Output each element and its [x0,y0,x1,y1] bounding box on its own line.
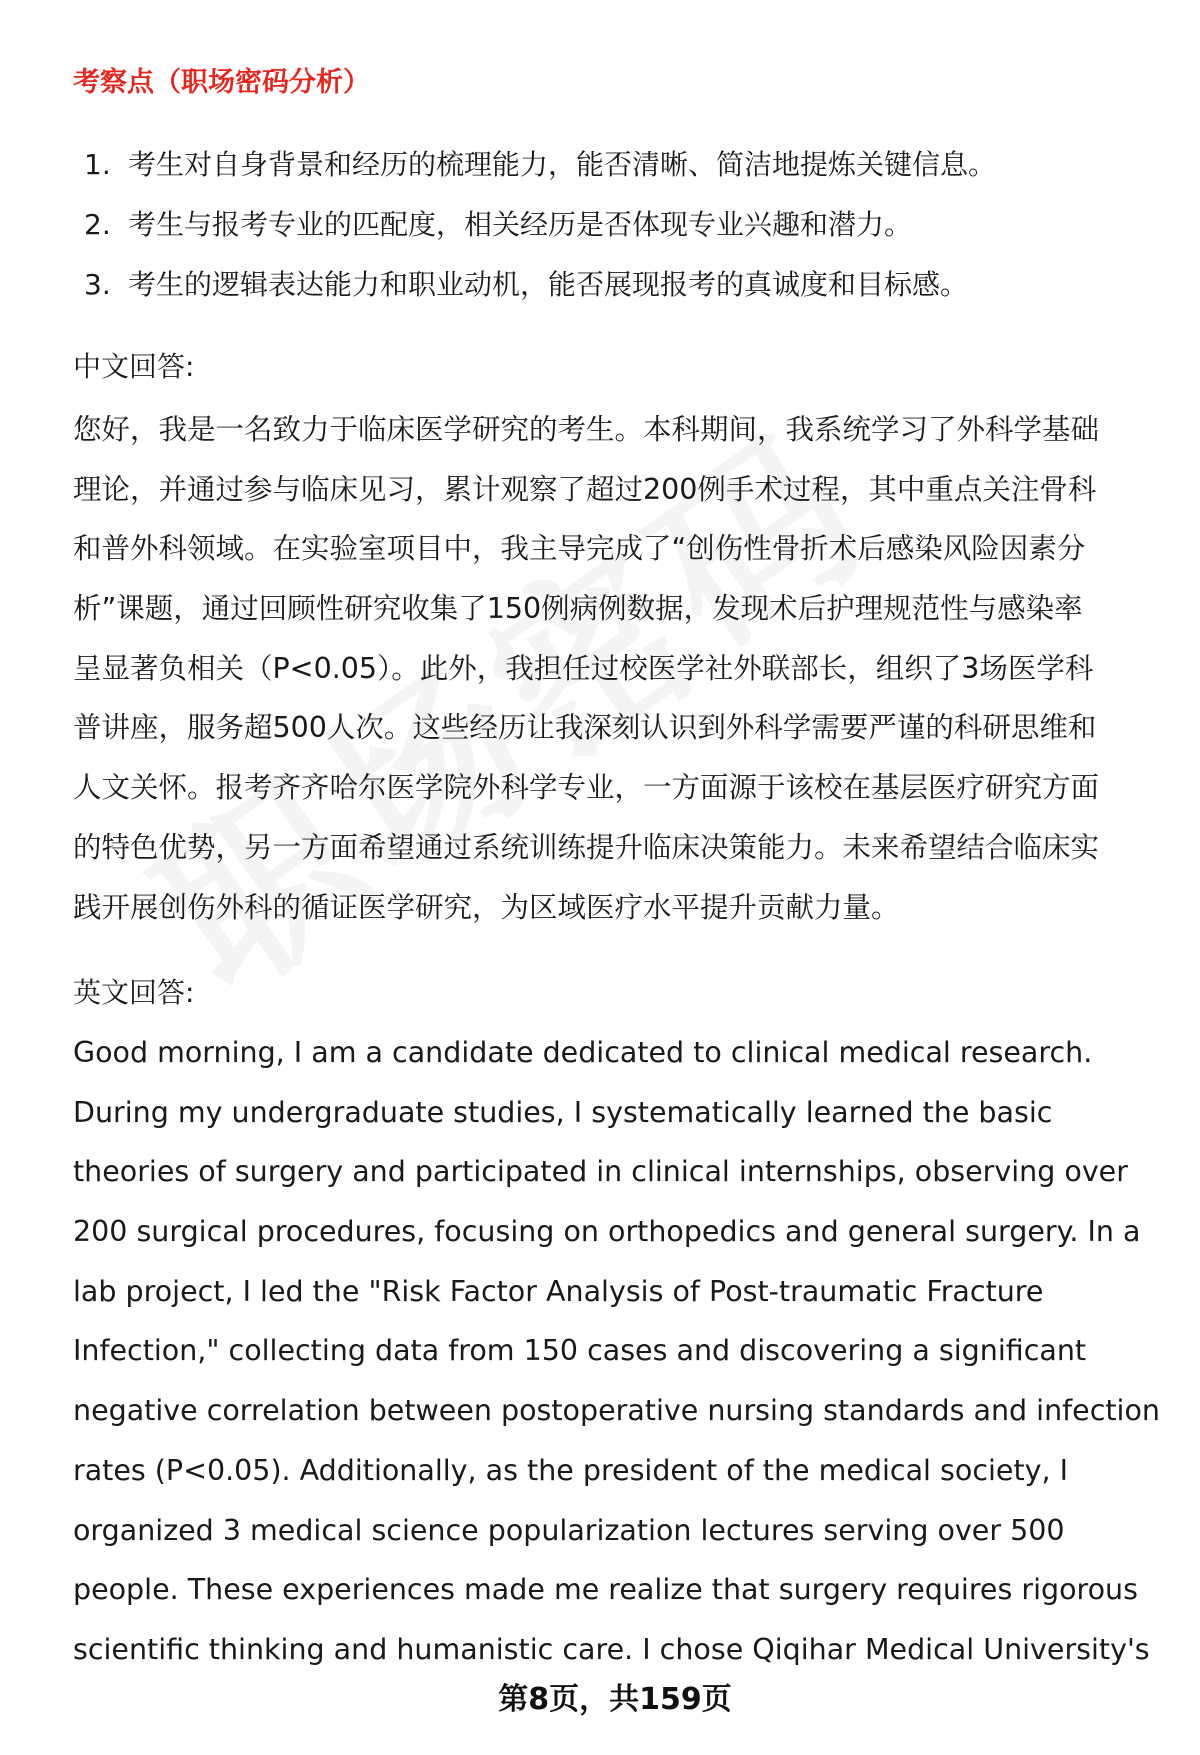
text-line: 的特色优势，另一方面希望通过系统训练提升临床决策能力。未来希望结合临床实 [73,830,1100,864]
list-item [84,195,1144,255]
assessment-points-list [84,135,1144,315]
list-item-text: 考生对自身背景和经历的梳理能力，能否清晰、简洁地提炼关键信息。 [128,148,997,181]
list-item [84,255,1144,315]
english-answer-paragraph [73,1023,1173,1680]
text-line: Infection," collecting data from 150 cases and discovering a significant [73,1334,1087,1368]
text-line: scientific thinking and humanistic care. I chose Qiqihar Medical University's [73,1632,1150,1666]
text-line: 普讲座，服务超500人次。这些经历让我深刻认识到外科学需要严谨的科研思维和 [73,711,1097,745]
text-line: lab project, I led the "Risk Factor Analysis of Post-traumatic Fracture [73,1274,1044,1308]
text-line: 和普外科领域。在实验室项目中，我主导完成了“创伤性骨折术后感染风险因素分 [73,532,1086,566]
text-line: 析”课题，通过回顾性研究收集了150例病例数据，发现术后护理规范性与感染率 [73,592,1083,626]
text-line: organized 3 medical science popularization lectures serving over 500 [73,1513,1065,1547]
text-line: people. These experiences made me realize that surgery requires rigorous [73,1573,1138,1607]
text-line: negative correlation between postoperative nursing standards and infection [73,1394,1160,1428]
text-line: 践开展创伤外科的循证医学研究，为区域医疗水平提升贡献力量。 [73,890,900,924]
text-line: 200 surgical procedures, focusing on orthopedics and general surgery. In a [73,1215,1141,1249]
text-line: 您好，我是一名致力于临床医学研究的考生。本科期间，我系统学习了外科学基础 [73,413,1100,446]
list-item-text: 考生与报考专业的匹配度，相关经历是否体现专业兴趣和潜力。 [128,208,913,241]
list-item-text: 考生的逻辑表达能力和职业动机，能否展现报考的真诚度和目标感。 [128,268,969,301]
section-heading: 考察点（职场密码分析） [73,67,370,98]
text-line: 理论，并通过参与临床见习，累计观察了超过200例手术过程，其中重点关注骨科 [73,472,1097,506]
list-item [84,135,1144,195]
page-number-footer: 第8页，共159页 [498,1682,732,1717]
english-answer-label: 英文回答: [73,976,195,1009]
chinese-answer-paragraph [73,400,1153,937]
text-line: 人文关怀。报考齐齐哈尔医学院外科学专业，一方面源于该校在基层医疗研究方面 [73,771,1100,805]
text-line: theories of surgery and participated in clinical internships, observing over [73,1155,1128,1189]
text-line: Good morning, I am a candidate dedicated to clinical medical research. [73,1036,1093,1069]
list-item-number: 2. [84,208,111,241]
list-item-number: 3. [84,268,111,301]
text-line: rates (P<0.05). Additionally, as the president of the medical society, I [73,1453,1069,1487]
list-item-number: 1. [84,148,111,181]
text-line: 呈显著负相关（P<0.05）。此外，我担任过校医学社外联部长，组织了3场医学科 [73,651,1094,685]
text-line: During my undergraduate studies, I systematically learned the basic [73,1095,1053,1129]
chinese-answer-label: 中文回答: [73,350,195,383]
